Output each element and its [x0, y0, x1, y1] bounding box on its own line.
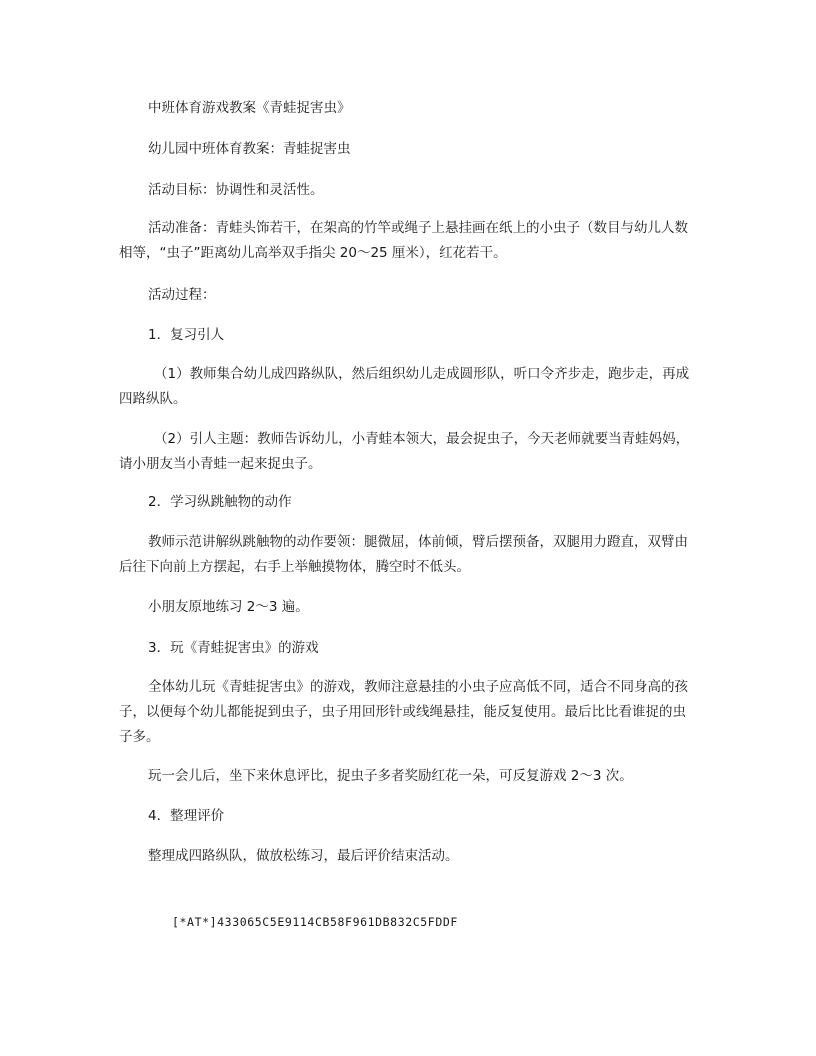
- step3-heading: 3．玩《青蛙捉害虫》的游戏: [148, 640, 319, 656]
- step4-paragraph-1: 整理成四路纵队，做放松练习，最后评价结束活动。: [148, 848, 459, 864]
- step1-heading: 1．复习引人: [148, 327, 225, 343]
- step2-paragraph-2: 小朋友原地练习 2～3 遍。: [148, 599, 309, 615]
- document-title: 中班体育游戏教案《青蛙捉害虫》: [148, 100, 351, 116]
- process-heading: 活动过程：: [148, 287, 216, 303]
- activity-goal: 活动目标：协调性和灵活性。: [148, 182, 324, 198]
- step3-paragraph-2: 玩一会儿后，坐下来休息评比，捉虫子多者奖励红花一朵，可反复游戏 2～3 次。: [148, 768, 633, 784]
- activity-preparation: 活动准备：青蛙头饰若干，在架高的竹竿或绳子上悬挂画在纸上的小虫子（数目与幼儿人数相等，“虫子”距离幼儿高举双手指尖 20～25 厘米），红花若干。: [119, 220, 688, 261]
- step2-paragraph-1: 教师示范讲解纵跳触物的动作要领：腿微屈，体前倾，臂后摆预备，双腿用力蹬直，双臂由后往下向前上方摆起，右手上举触摸物体，腾空时不低头。: [119, 534, 688, 575]
- document-subtitle: 幼儿园中班体育教案：青蛙捉害虫: [148, 141, 351, 157]
- step2-heading: 2．学习纵跳触物的动作: [148, 494, 292, 510]
- step1-paragraph-2: （2）引人主题：教师告诉幼儿，小青蛙本领大，最会捉虫子，今天老师就要当青蛙妈妈，请小朋友当小青蛙一起来捉虫子。: [119, 431, 690, 472]
- document-code: [*AT*]433065C5E9114CB58F961DB832C5FDDF: [172, 915, 458, 929]
- step3-paragraph-1: 全体幼儿玩《青蛙捉害虫》的游戏，教师注意悬挂的小虫子应高低不同，适合不同身高的孩子，以便每个幼儿都能捉到虫子，虫子用回形针或线绳悬挂，能反复使用。最后比比看谁捉的虫子多。: [119, 679, 688, 745]
- step4-heading: 4．整理评价: [148, 808, 225, 824]
- step1-paragraph-1: （1）教师集合幼儿成四路纵队，然后组织幼儿走成圆形队，听口令齐步走，跑步走，再成四路纵队。: [119, 366, 690, 407]
